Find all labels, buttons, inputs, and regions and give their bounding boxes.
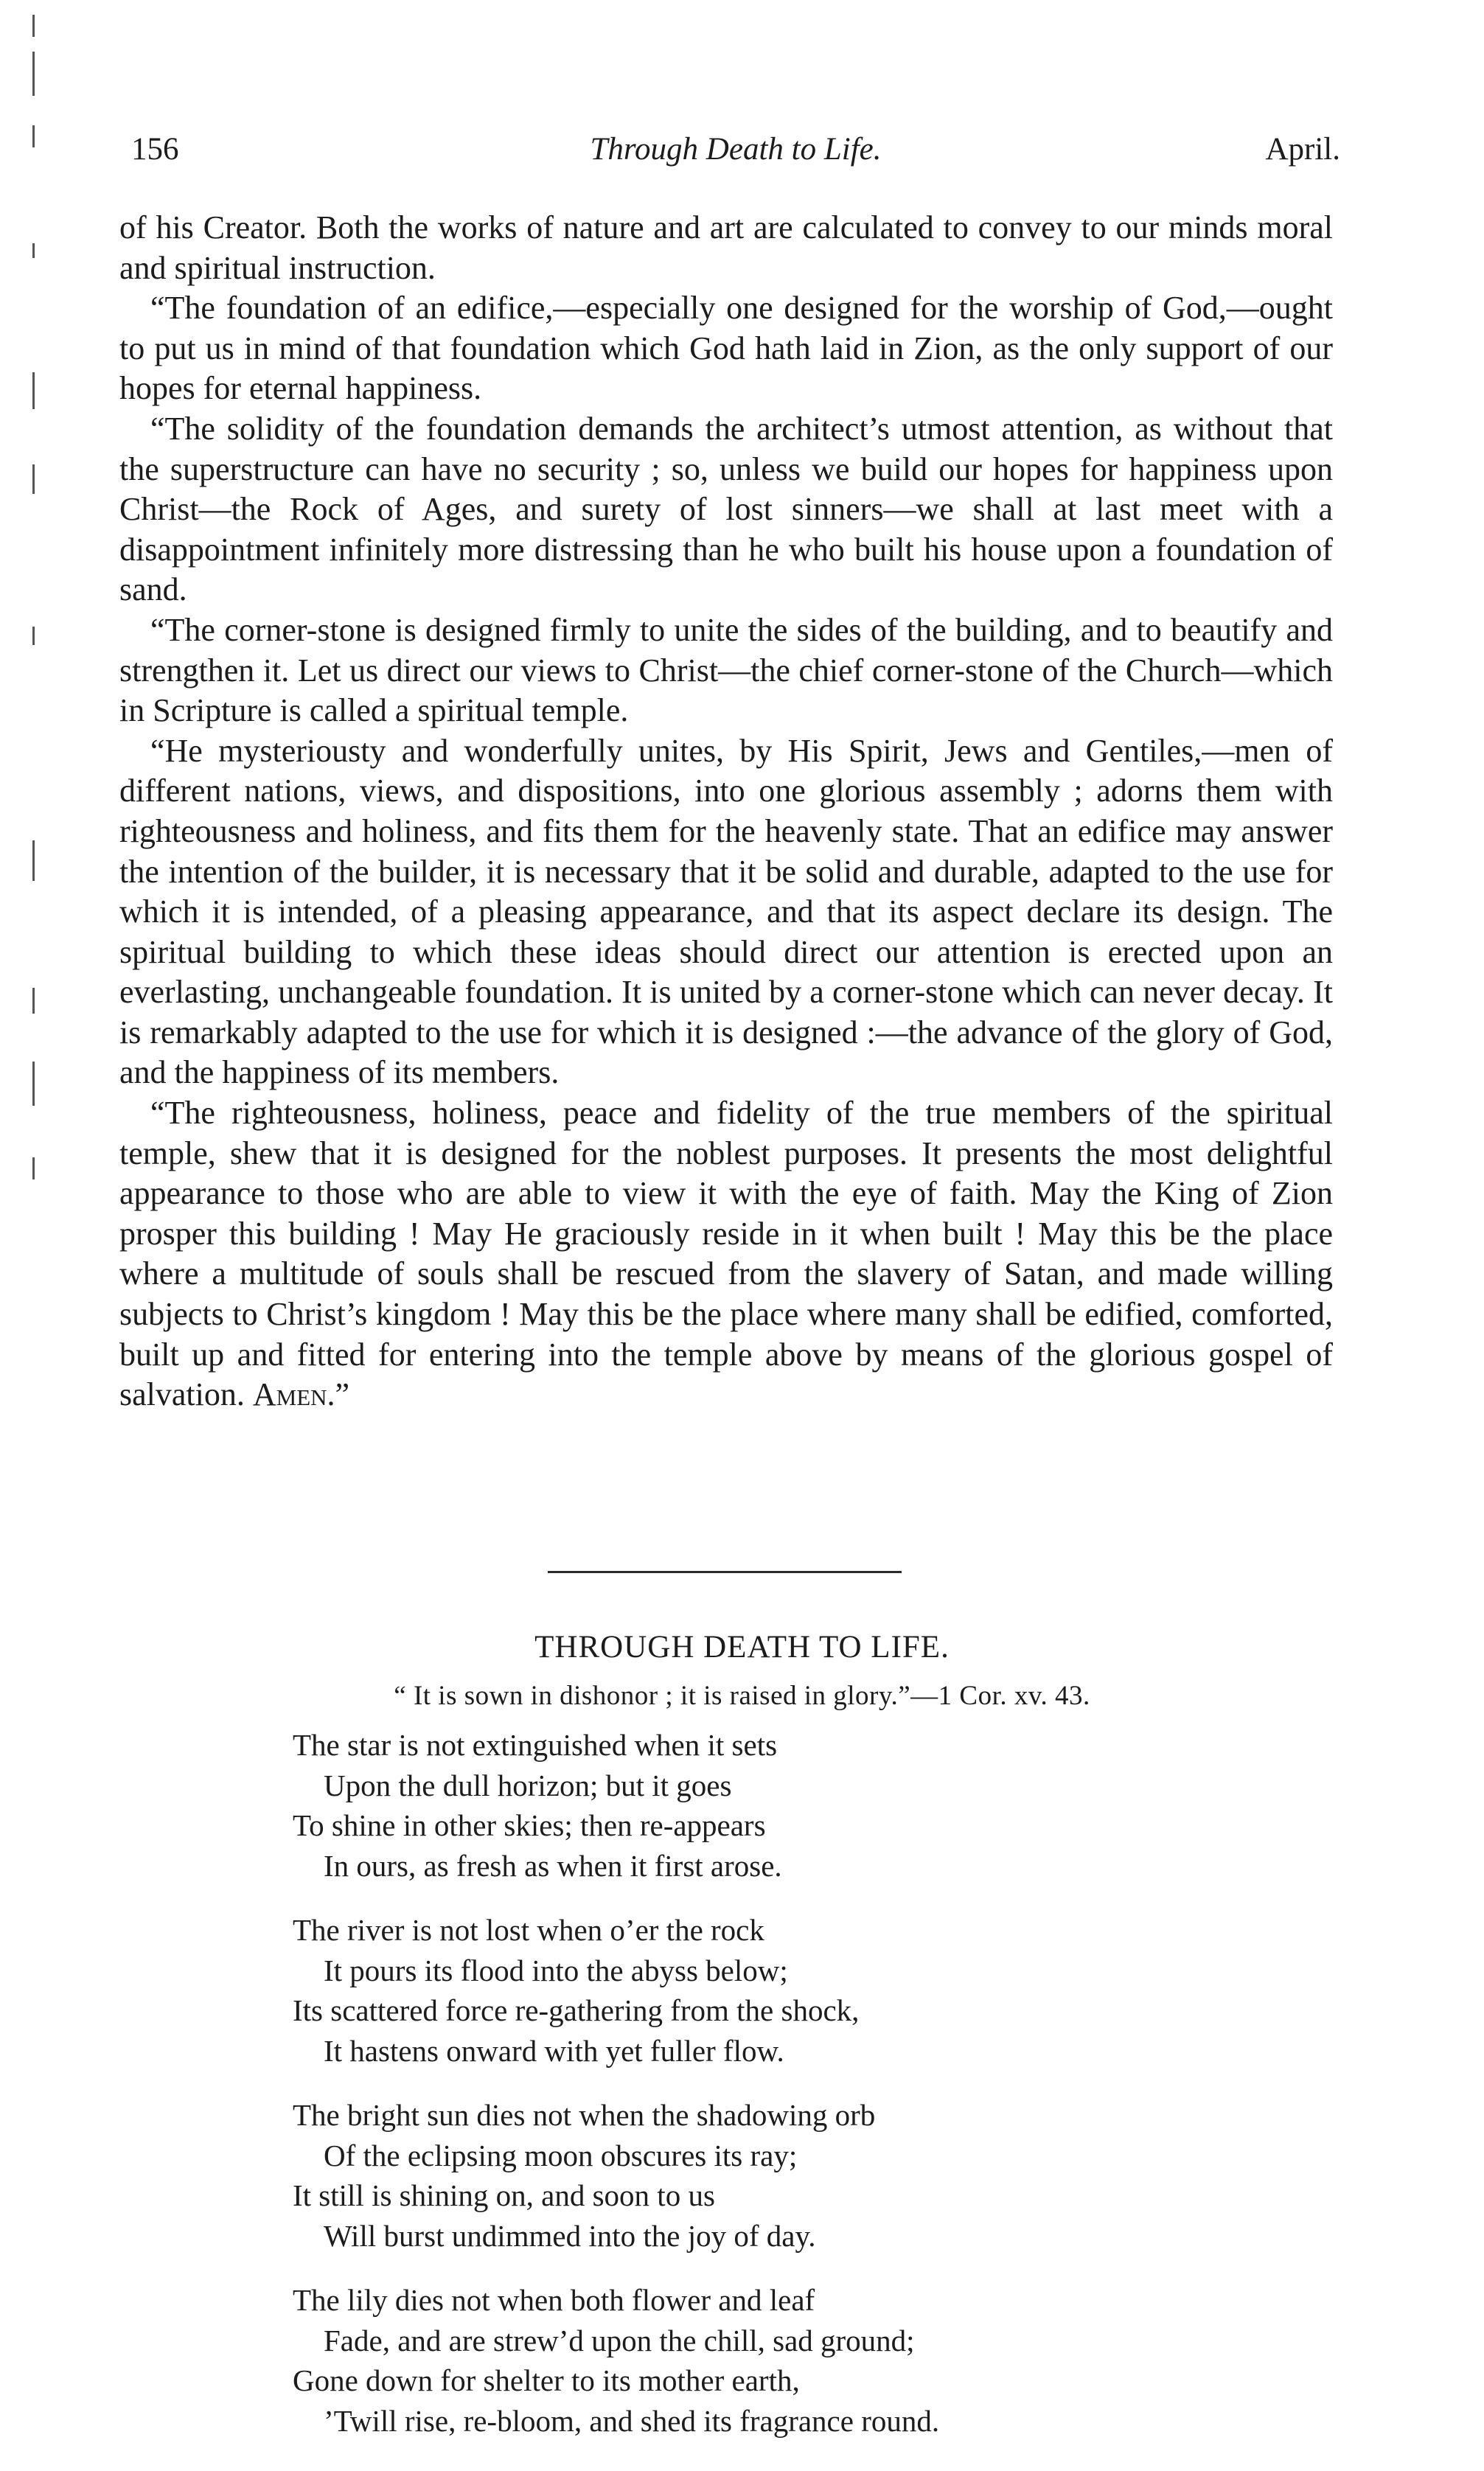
binding-mark	[32, 1157, 35, 1179]
paragraph: “He mysteriousty and wonderfully unites, by His Spirit, Jews and Gentiles,—men of different nations, views, and dispositions, into one glorious assembly ; adorns them with righteousness and holiness, and fits them for the heavenly state. That an edifice may answer the intention of the builder, it is necessary that it be solid and durable, adapted to the use for which it is intended, of a pleasing appearance, and that its aspect declare its design. The spiritual building to which these ideas should direct our attention is erected upon an everlasting, unchangeable foundation. It is united by a corner-stone which can never decay. It is remarkably adapted to the use for which it is designed :—the advance of the glory of God, and the happiness of its members.	[119, 732, 1333, 1091]
stanza	[293, 1910, 1251, 2071]
binding-mark	[32, 627, 35, 645]
verse-line: Will burst undimmed into the joy of day.	[324, 2218, 816, 2253]
binding-mark	[32, 1062, 35, 1106]
binding-mark	[32, 243, 35, 258]
verse-line: It pours its flood into the abyss below;	[324, 1953, 788, 1987]
verse-line: It hastens onward with yet fuller flow.	[324, 2033, 784, 2068]
running-title: Through Death to Life.	[590, 132, 882, 167]
verse-line: In ours, as fresh as when it first arose.	[324, 1848, 782, 1883]
closing-paragraph	[119, 1093, 1333, 1415]
binding-mark	[32, 988, 35, 1014]
running-header	[131, 131, 1340, 175]
verse-line: Its scattered force re-gathering from the shock,	[293, 1993, 860, 2027]
poem-epigraph: “ It is sown in dishonor ; it is raised in glory.”—1 Cor. xv. 43.	[394, 1681, 1090, 1711]
verse-line: Of the eclipsing moon obscures its ray;	[324, 2138, 798, 2172]
binding-mark	[32, 125, 35, 147]
verse-line: ’Twill rise, re-bloom, and shed its fragrance round.	[324, 2403, 940, 2438]
verse-line: The river is not lost when o’er the rock	[293, 1913, 764, 1947]
binding-mark	[32, 15, 35, 37]
stanza	[293, 2095, 1251, 2256]
paragraph-text: “The righteousness, holiness, peace and fidelity of the true members of the spiritual temple, shew that it is designed for the noblest purposes. It presents the most delightful appearance to those who are able to view it with the eye of faith. May the King of Zion prosper this building ! May He graciously reside in it when built ! May this be the place where a multitude of souls shall be rescued from the slavery of Satan, and made willing subjects to Christ’s kingdom ! May this be the place where many shall be edified, comforted, built up and fitted for entering into the temple above by means of the glorious gospel of salvation.	[119, 1095, 1333, 1413]
page-number: 156	[131, 132, 179, 167]
poem	[293, 1725, 1251, 2465]
verse-line: The star is not extinguished when it sets	[293, 1728, 778, 1762]
binding-mark	[32, 464, 35, 494]
verse-line: To shine in other skies; then re-appears	[293, 1808, 766, 1842]
article-text	[119, 208, 1333, 1415]
paragraph: “The corner-stone is designed firmly to unite the sides of the building, and to beautify and strengthen it. Let us direct our views to Christ—the chief corner-stone of the Church—which in Scripture is called a spiritual temple.	[119, 611, 1333, 729]
binding-mark	[32, 52, 35, 96]
month-label: April.	[1265, 132, 1340, 167]
verse-line: Upon the dull horizon; but it goes	[324, 1768, 732, 1802]
binding-mark	[32, 840, 35, 881]
paragraph: “The foundation of an edifice,—especially one designed for the worship of God,—ought to put us in mind of that foundation which God hath laid in Zion, as the only support of our hopes for eternal happiness.	[119, 290, 1333, 407]
amen: Amen.	[252, 1376, 335, 1413]
verse-line: Gone down for shelter to its mother earth,	[293, 2363, 800, 2397]
stanza	[293, 2280, 1251, 2441]
closing-quote: ”	[335, 1376, 350, 1413]
poem-title: THROUGH DEATH TO LIFE.	[534, 1630, 950, 1665]
binding-mark	[32, 372, 35, 409]
section-divider	[548, 1571, 902, 1573]
verse-line: Fade, and are strew’d upon the chill, sad ground;	[324, 2323, 915, 2357]
verse-line: The bright sun dies not when the shadowing orb	[293, 2098, 876, 2132]
verse-line: The lily dies not when both flower and leaf	[293, 2283, 815, 2317]
paragraph: “The solidity of the foundation demands the architect’s utmost attention, as without that the superstructure can have no security ; so, unless we build our hopes for happiness upon Christ—the Rock of Ages, and surety of lost sinners—we shall at last meet with a disappointment infinitely more distressing than he who built his house upon a foundation of sand.	[119, 410, 1333, 608]
stanza	[293, 1725, 1251, 1886]
verse-line: It still is shining on, and soon to us	[293, 2178, 715, 2212]
paragraph: of his Creator. Both the works of nature and art are calculated to convey to our minds moral and spiritual instruction.	[119, 209, 1333, 286]
